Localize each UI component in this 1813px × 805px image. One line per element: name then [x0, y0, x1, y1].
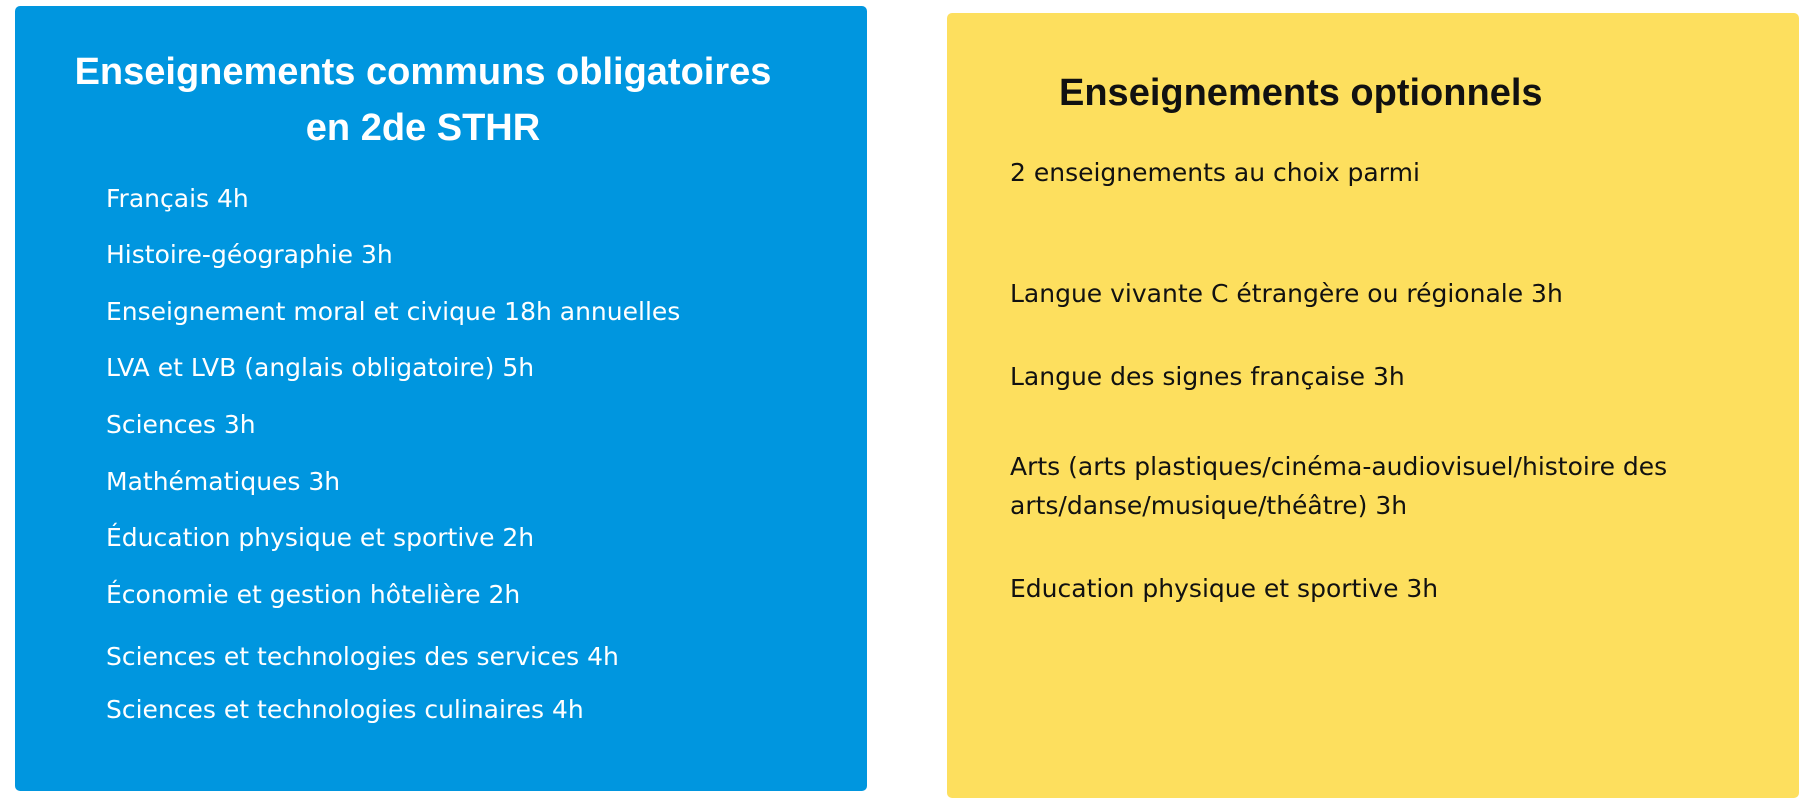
optional-intro: 2 enseignements au choix parmi: [1010, 158, 1420, 187]
mandatory-item-economie-gestion: Économie et gestion hôtelière 2h: [106, 580, 521, 609]
optional-courses-panel: [947, 13, 1799, 798]
mandatory-item-francais: Français 4h: [106, 184, 249, 213]
mandatory-item-emc: Enseignement moral et civique 18h annuelles: [106, 297, 681, 326]
optional-item-eps: Education physique et sportive 3h: [1010, 574, 1439, 603]
optional-courses-title: Enseignements optionnels: [1059, 72, 1543, 114]
mandatory-courses-panel: [15, 6, 867, 791]
mandatory-title-line1: Enseignements communs obligatoires: [74, 51, 772, 93]
optional-item-arts: Arts (arts plastiques/cinéma-audiovisuel/histoire des arts/danse/musique/théâtre) 3h: [1010, 452, 1668, 520]
mandatory-item-lva-lvb: LVA et LVB (anglais obligatoire) 5h: [106, 353, 535, 382]
mandatory-item-sts: Sciences et technologies des services 4h: [106, 642, 619, 671]
optional-item-lsf: Langue des signes française 3h: [1010, 362, 1405, 391]
mandatory-item-stc: Sciences et technologies culinaires 4h: [106, 695, 584, 724]
optional-item-langue-vivante-c: Langue vivante C étrangère ou régionale 3h: [1010, 279, 1563, 308]
mandatory-item-eps: Éducation physique et sportive 2h: [106, 523, 535, 552]
mandatory-item-histoire-geographie: Histoire-géographie 3h: [106, 240, 393, 269]
mandatory-item-sciences: Sciences 3h: [106, 410, 256, 439]
mandatory-courses-title: [37, 44, 809, 156]
mandatory-title-line2: en 2de STHR: [305, 107, 541, 149]
mandatory-item-mathematiques: Mathématiques 3h: [106, 467, 341, 496]
